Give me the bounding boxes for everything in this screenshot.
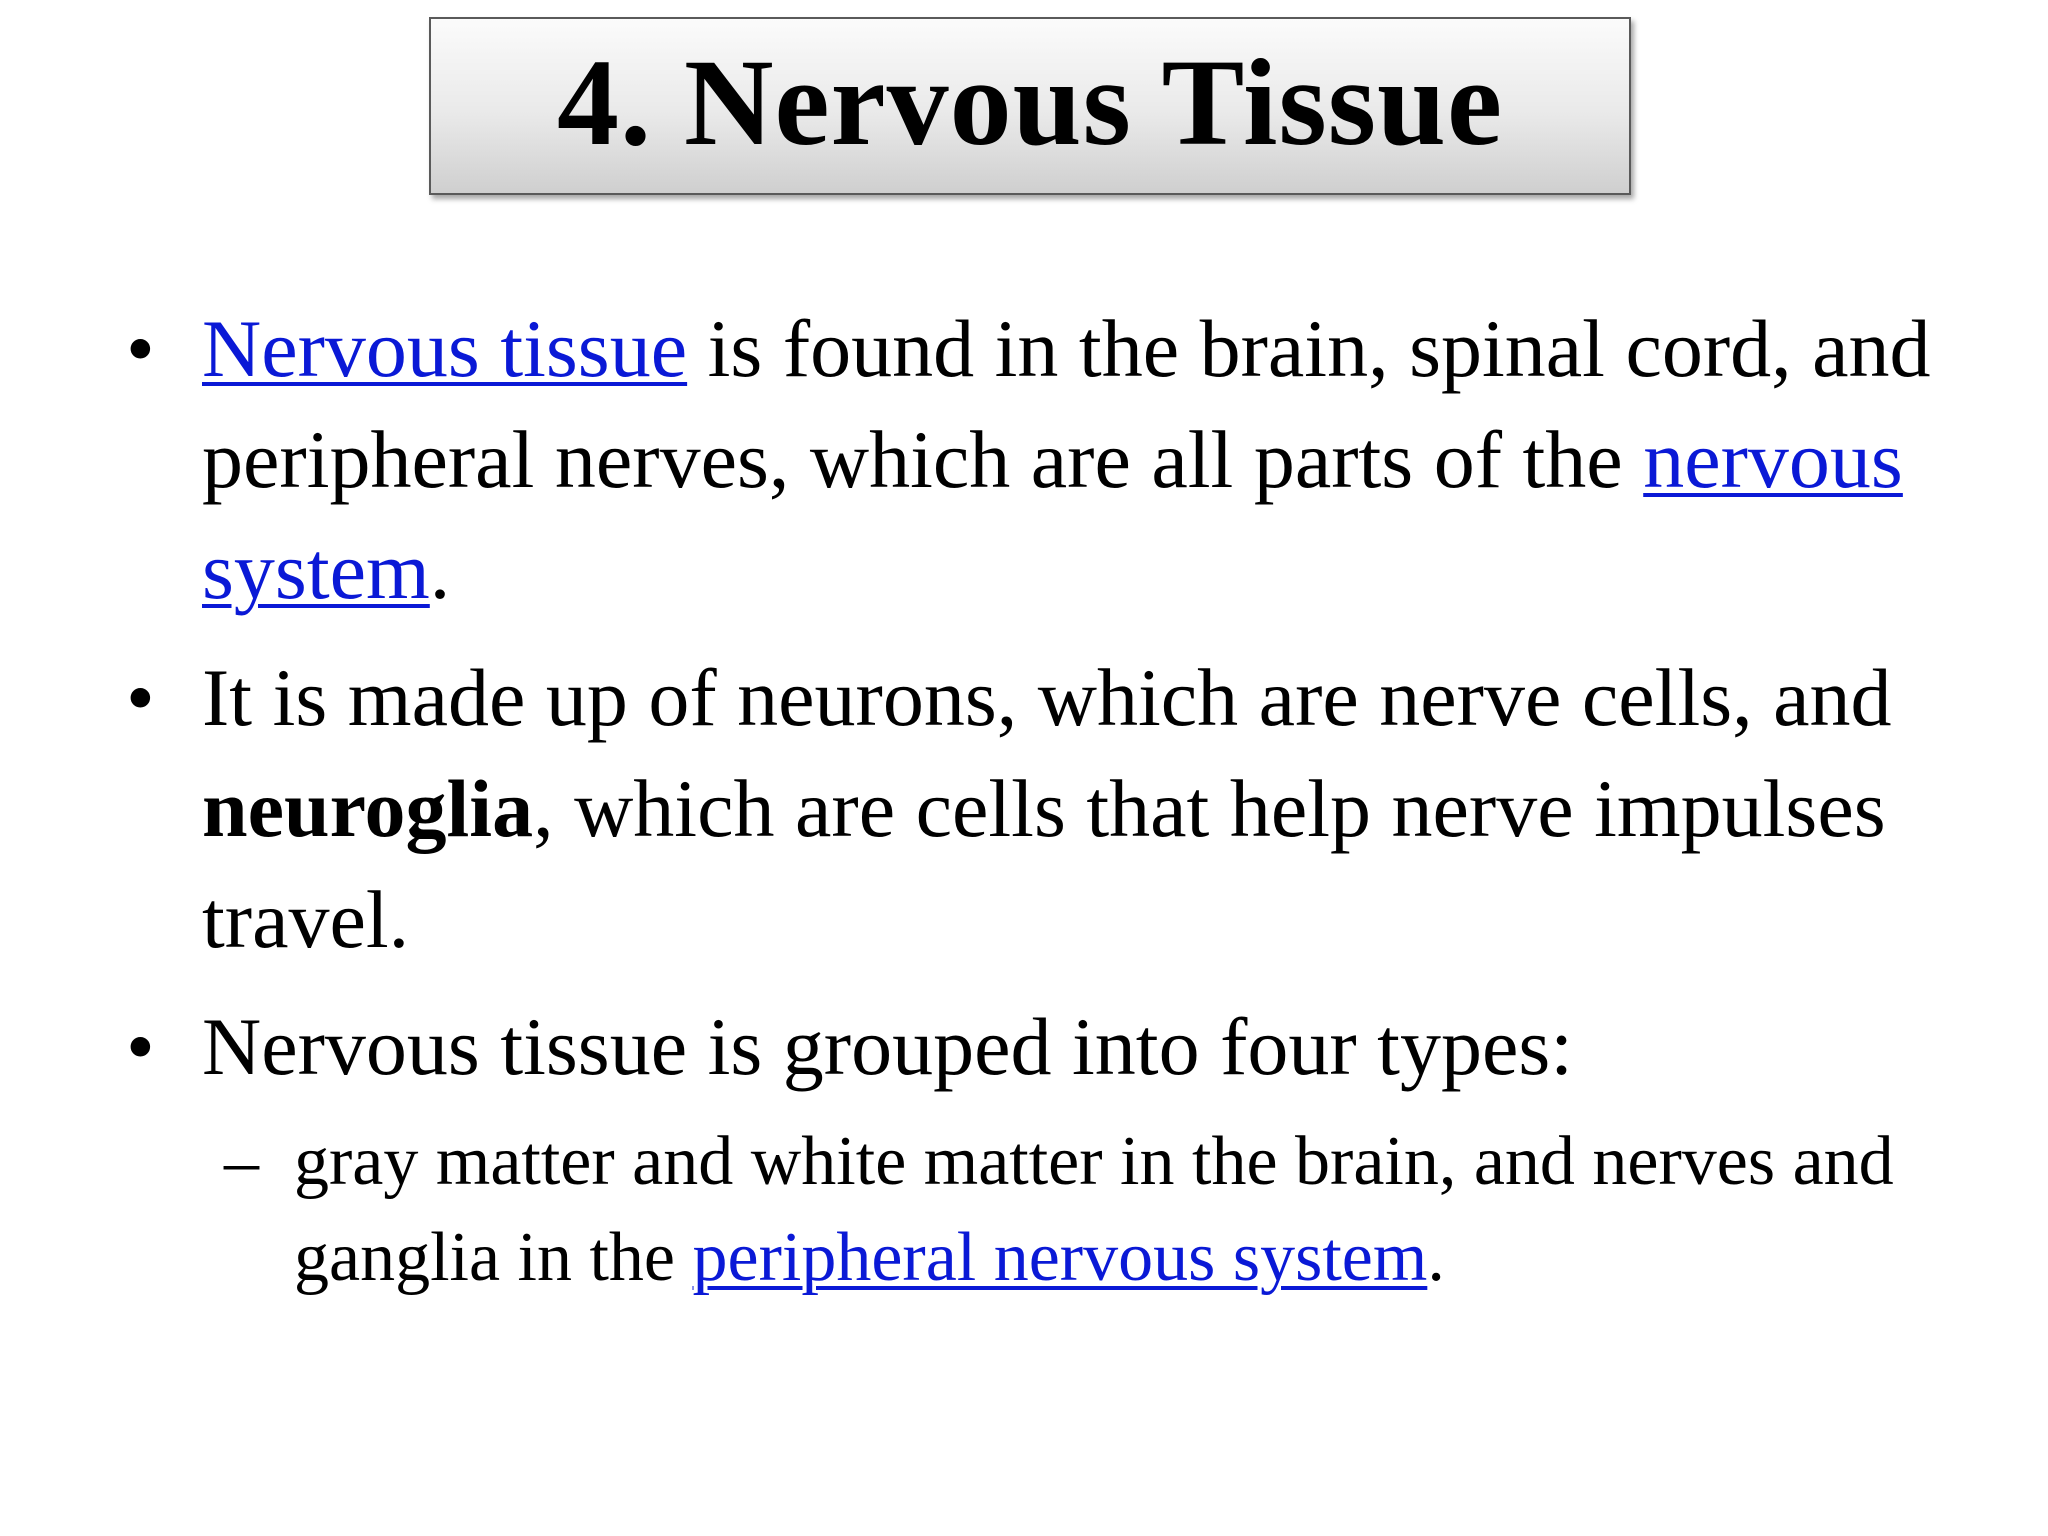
bullet-3-text-1: Nervous tissue is grouped into four types: bbox=[202, 1001, 1574, 1092]
bullet-2-text-1: It is made up of neurons, which are nerve cells, and bbox=[202, 652, 1892, 743]
nervous-system-link[interactable]: nervous system bbox=[202, 414, 1903, 616]
peripheral-nervous-system-link[interactable]: peripheral nervous system bbox=[692, 1219, 1428, 1296]
bullet-2-text-2: , which are cells that help nerve impulses travel. bbox=[202, 763, 1886, 965]
bullet-dot: • bbox=[126, 303, 155, 394]
sub-bullet-item-1 bbox=[120, 1114, 1980, 1306]
sub-bullet-1-text-2: . bbox=[1427, 1219, 1445, 1296]
neuroglia-term: neuroglia bbox=[202, 763, 534, 854]
bullet-item-1 bbox=[120, 293, 1980, 626]
title-box bbox=[429, 17, 1631, 195]
bullet-1-text-2: . bbox=[429, 525, 451, 616]
bullet-1-text-1: is found in the brain, spinal cord, and peripheral nerves, which are all parts of the bbox=[202, 303, 1931, 505]
slide-title: 4. Nervous Tissue bbox=[556, 34, 1504, 171]
bullet-item-2 bbox=[120, 642, 1980, 975]
sub-bullet-dash: – bbox=[224, 1123, 259, 1200]
nervous-tissue-link[interactable]: Nervous tissue bbox=[202, 303, 688, 394]
bullet-dot: • bbox=[126, 652, 155, 743]
sub-bullet-1-text-1: gray matter and white matter in the brain, and nerves and ganglia in the bbox=[294, 1123, 1894, 1296]
bullet-list bbox=[120, 293, 1980, 1306]
bullet-item-3 bbox=[120, 991, 1980, 1102]
bullet-dot: • bbox=[126, 1001, 155, 1092]
